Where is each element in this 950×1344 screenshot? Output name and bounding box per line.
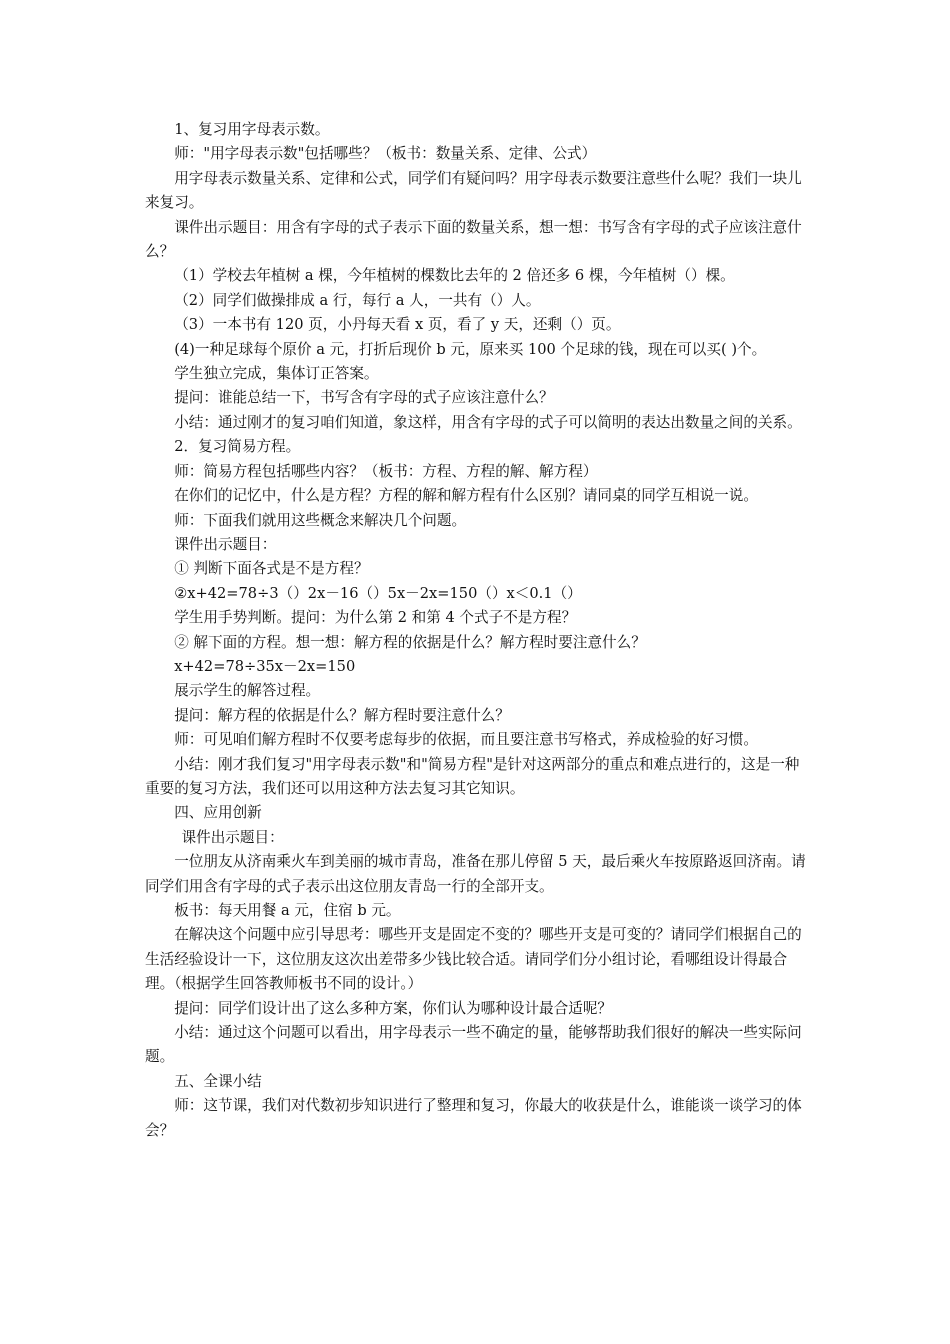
paragraph: 课件出示题目：用含有字母的式子表示下面的数量关系，想一想：书写含有字母的式子应该注意什么？	[145, 218, 802, 261]
paragraph: 师："用字母表示数"包括哪些？（板书：数量关系、定律、公式）	[174, 145, 597, 163]
section-heading-summary: 五、全课小结	[174, 1072, 262, 1090]
paragraph: 用字母表示数量关系、定律和公式，同学们有疑问吗？用字母表示数要注意些什么呢？我们一块儿来复习。	[145, 169, 802, 212]
section-heading-review-letters: 1、复习用字母表示数。	[174, 121, 330, 138]
exercise-item-1: （1）学校去年植树 a 棵，今年植树的棵数比去年的 2 倍还多 6 棵，今年植树（）棵。	[174, 267, 735, 285]
paragraph: 提问：解方程的依据是什么？解方程时要注意什么？	[174, 706, 510, 724]
paragraph: 小结：刚才我们复习"用字母表示数"和"简易方程"是针对这两部分的重点和难点进行的，这是一种重要的复习方法，我们还可以用这种方法去复习其它知识。	[145, 755, 800, 797]
paragraph: 板书：每天用餐 a 元，住宿 b 元。	[174, 902, 401, 919]
equation-line: x+42=78÷35x－2x=150	[174, 657, 356, 675]
paragraph: 师：简易方程包括哪些内容？（板书：方程、方程的解、解方程）	[174, 462, 598, 480]
paragraph: 提问：谁能总结一下，书写含有字母的式子应该注意什么？	[174, 389, 554, 407]
question-item: ② 解下面的方程。想一想：解方程的依据是什么？解方程时要注意什么？	[174, 633, 646, 651]
exercise-item-4: (4)一种足球每个原价 a 元，打折后现价 b 元，原来买 100 个足球的钱，现在可以买( )个。	[174, 340, 767, 358]
paragraph: 小结：通过刚才的复习咱们知道，象这样，用含有字母的式子可以简明的表达出数量之间的关系。	[174, 413, 802, 431]
exercise-item-3: （3）一本书有 120 页，小丹每天看 x 页，看了 y 天，还剩（）页。	[174, 316, 621, 334]
paragraph: 师：可见咱们解方程时不仅要考虑每步的依据，而且要注意书写格式，养成检验的好习惯。	[174, 731, 758, 749]
section-heading-review-equations: 2．复习简易方程。	[174, 438, 301, 456]
paragraph: 展示学生的解答过程。	[174, 682, 321, 700]
paragraph: 在解决这个问题中应引导思考：哪些开支是固定不变的？哪些开支是可变的？请同学们根据自己的生活经验设计一下，这位朋友这次出差带多少钱比较合适。请同学们分小组讨论，看哪组设计得最合理。（根据学生回答教师板书不同的设计。）	[145, 926, 802, 993]
paragraph: 课件出示题目：	[181, 828, 284, 846]
paragraph: 学生独立完成，集体订正答案。	[174, 365, 379, 383]
exercise-item-2: （2）同学们做操排成 a 行，每行 a 人，一共有（）人。	[174, 291, 541, 309]
paragraph: 学生用手势判断。提问：为什么第 2 和第 4 个式子不是方程？	[174, 609, 577, 627]
question-item: ②x+42=78÷3（）2x－16（）5x－2x=150（）x＜0.1（）	[174, 584, 582, 602]
paragraph: 师：下面我们就用这些概念来解决几个问题。	[174, 511, 467, 529]
question-item: ① 判断下面各式是不是方程？	[174, 560, 369, 578]
paragraph: 师：这节课，我们对代数初步知识进行了整理和复习，你最大的收获是什么，谁能谈一谈学习的体会？	[145, 1097, 802, 1139]
paragraph: 在你们的记忆中，什么是方程？方程的解和解方程有什么区别？请同桌的同学互相说一说。	[174, 487, 758, 505]
paragraph: 一位朋友从济南乘火车到美丽的城市青岛，准备在那儿停留 5 天，最后乘火车按原路返回济南。请同学们用含有字母的式子表示出这位朋友青岛一行的全部开支。	[145, 853, 806, 895]
paragraph: 提问：同学们设计出了这么多种方案，你们认为哪种设计最合适呢？	[174, 999, 613, 1017]
paragraph: 课件出示题目：	[174, 535, 277, 553]
paragraph: 小结：通过这个问题可以看出，用字母表示一些不确定的量，能够帮助我们很好的解决一些实际问题。	[145, 1024, 802, 1066]
document-body	[145, 118, 810, 1143]
section-heading-application: 四、应用创新	[174, 804, 262, 822]
